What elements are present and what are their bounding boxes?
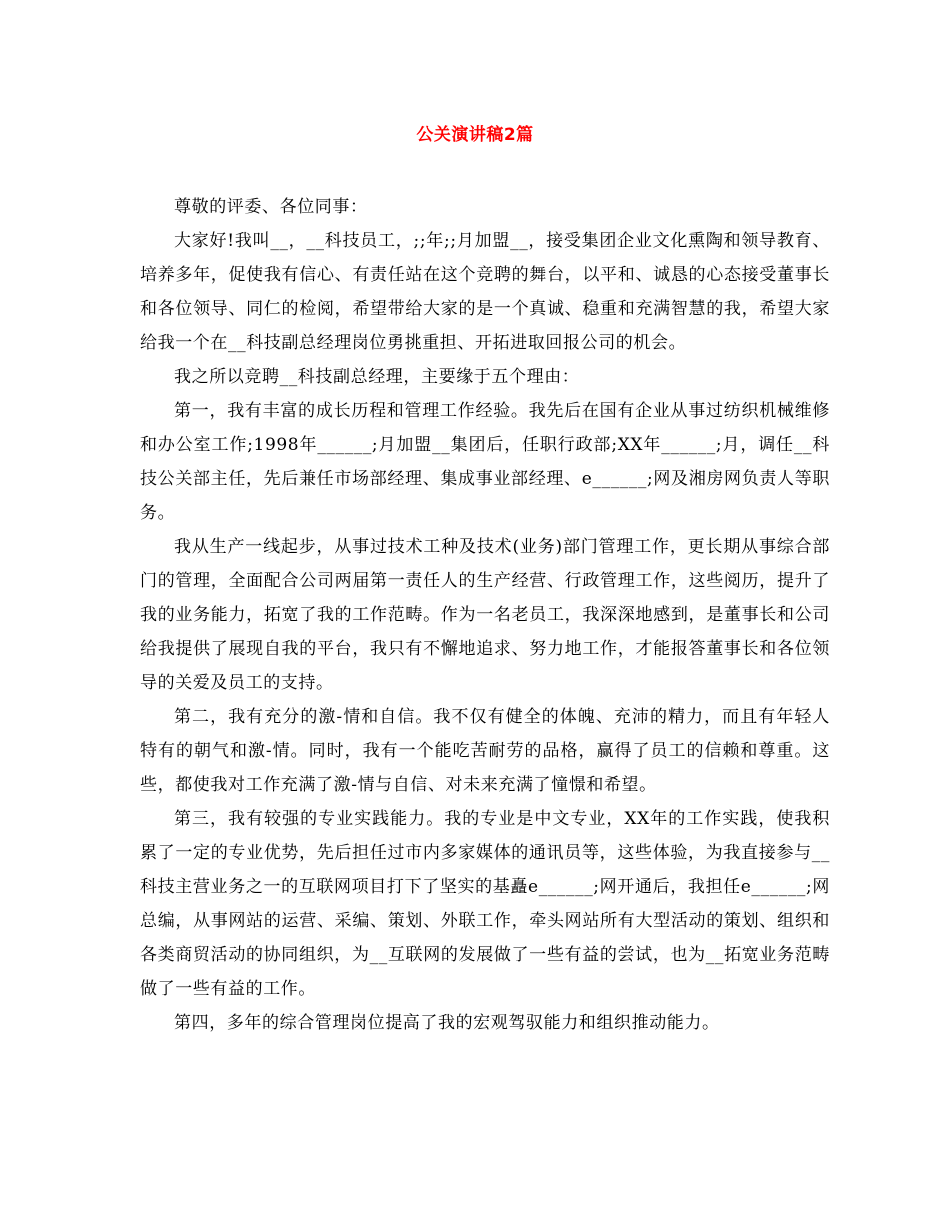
paragraph-reason-two: 第二，我有充分的激-情和自信。我不仅有健全的体魄、充沛的精力，而且有年轻人特有的朝气和激-情。同时，我有一个能吃苦耐劳的品格，赢得了员工的信赖和尊重。这些，都使我对工作充满了激-情与自信、对未来充满了憧憬和希望。 xyxy=(140,707,830,795)
paragraph-reasons-intro: 我之所以竞聘__科技副总经理，主要缘于五个理由： xyxy=(174,367,580,387)
document-title: 公关演讲稿2篇 xyxy=(416,125,534,145)
paragraph-salutation: 尊敬的评委、各位同事： xyxy=(174,197,368,217)
paragraph-reason-three: 第三，我有较强的专业实践能力。我的专业是中文专业，XX年的工作实践，使我积累了一定的专业优势，先后担任过市内多家媒体的通讯员等，这些体验，为我直接参与__科技主营业务之一的互联网项目打下了坚实的基矗e______;网开通后，我担任e______;网总编，从事网站的运营、采编、策划、外联工作，牵头网站所有大型活动的策划、组织和各类商贸活动的协同组织，为__互联网的发展做了一些有益的尝试，也为__拓宽业务范畴做了一些有益的工作。 xyxy=(140,809,830,999)
paragraph-reason-one: 第一，我有丰富的成长历程和管理工作经验。我先后在国有企业从事过纺织机械维修和办公室工作;1998年______;月加盟__集团后，任职行政部;XX年______;月，调任__科技公关部主任，先后兼任市场部经理、集成事业部经理、e______;网及湘房网负责人等职务。 xyxy=(140,401,830,523)
document-body xyxy=(140,190,830,1040)
paragraph-reason-one-detail: 我从生产一线起步，从事过技术工种及技术(业务)部门管理工作，更长期从事综合部门的管理，全面配合公司两届第一责任人的生产经营、行政管理工作，这些阅历，提升了我的业务能力，拓宽了我的工作范畴。作为一名老员工，我深深地感到，是董事长和公司给我提供了展现自我的平台，我只有不懈地追求、努力地工作，才能报答董事长和各位领导的关爱及员工的支持。 xyxy=(140,537,830,693)
paragraph-reason-four: 第四，多年的综合管理岗位提高了我的宏观驾驭能力和组织推动能力。 xyxy=(174,1013,720,1033)
paragraph-introduction: 大家好!我叫__，__科技员工，;;年;;月加盟__，接受集团企业文化熏陶和领导教育、培养多年，促使我有信心、有责任站在这个竞聘的舞台，以平和、诚恳的心态接受董事长和各位领导、同仁的检阅，希望带给大家的是一个真诚、稳重和充满智慧的我，希望大家给我一个在__科技副总经理岗位勇挑重担、开拓进取回报公司的机会。 xyxy=(140,231,830,353)
